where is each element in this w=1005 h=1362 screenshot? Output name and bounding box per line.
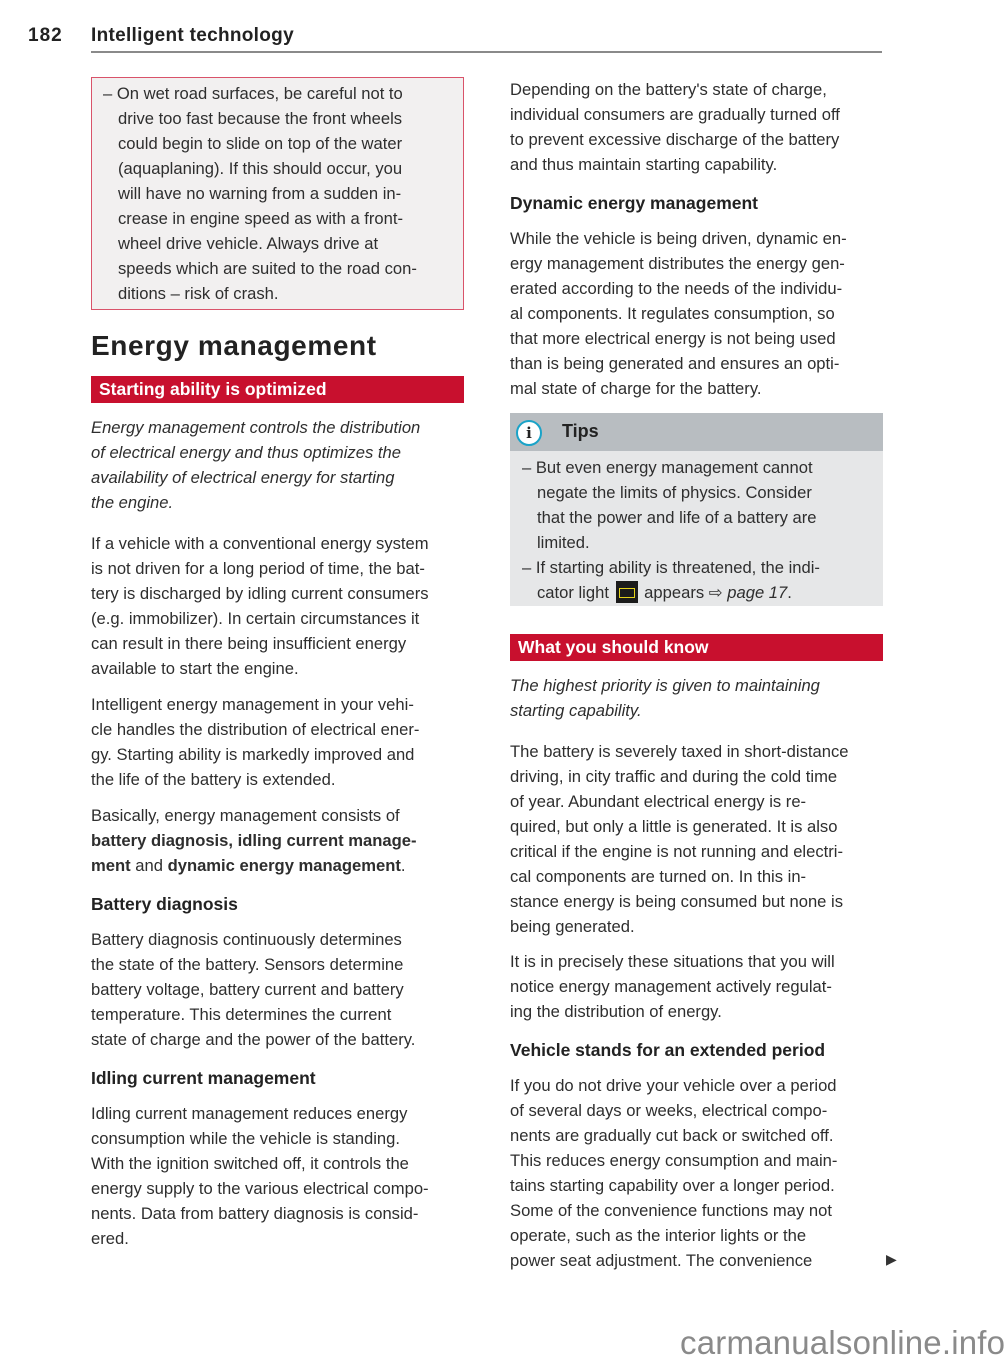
tips-text [522, 455, 820, 605]
text-line: ing the distribution of energy. [510, 1002, 722, 1021]
text-line: tery is discharged by idling current consumers [91, 584, 429, 603]
text-line: availability of electrical energy for starting [91, 468, 395, 487]
text-line: state of charge and the power of the battery. [91, 1030, 416, 1049]
intro-text [91, 415, 420, 515]
text-line: If you do not drive your vehicle over a period [510, 1076, 837, 1095]
text-span: appears ⇨ [639, 583, 728, 602]
paragraph [91, 927, 415, 1052]
text-line: nents are gradually cut back or switched off. [510, 1126, 834, 1145]
text-line: ergy management distributes the energy gen- [510, 254, 845, 273]
text-line: could begin to slide on top of the water [118, 134, 403, 153]
paragraph [510, 77, 840, 177]
text-line: starting capability. [510, 701, 642, 720]
text-line: – If starting ability is threatened, the indi- [522, 558, 820, 577]
text-line [522, 580, 820, 605]
text-line: It is in precisely these situations that you will [510, 952, 835, 971]
info-icon: i [516, 420, 542, 446]
paragraph [91, 803, 416, 878]
text-line: will have no warning from a sudden in- [118, 184, 402, 203]
text-line: nents. Data from battery diagnosis is consid- [91, 1204, 419, 1223]
text-line: of several days or weeks, electrical compo- [510, 1101, 828, 1120]
text-line: This reduces energy consumption and main- [510, 1151, 838, 1170]
text-line: cle handles the distribution of electrical ener- [91, 720, 420, 739]
text-line: Basically, energy management consists of [91, 806, 400, 825]
paragraph [91, 1101, 429, 1251]
paragraph [91, 692, 419, 792]
page-reference-link[interactable]: page 17 [727, 583, 788, 602]
text-line: If a vehicle with a conventional energy system [91, 534, 429, 553]
text-line: negate the limits of physics. Consider [537, 483, 812, 502]
paragraph [510, 1073, 837, 1273]
paragraph [510, 226, 847, 401]
text-line: speeds which are suited to the road con- [118, 259, 417, 278]
text-line: The highest priority is given to maintaining [510, 676, 820, 695]
text-line: critical if the engine is not running and electri- [510, 842, 843, 861]
text-line: battery voltage, battery current and battery [91, 980, 404, 999]
warning-text [103, 81, 417, 306]
text-line: cal components are turned on. In this in- [510, 867, 807, 886]
section-title: Intelligent technology [91, 25, 294, 46]
watermark: carmanualsonline.info [680, 1324, 1005, 1361]
text-line: that more electrical energy is not being used [510, 329, 836, 348]
text-line: the engine. [91, 493, 174, 512]
text-line: crease in engine speed as with a front- [118, 209, 404, 228]
text-line: consumption while the vehicle is standing. [91, 1129, 401, 1148]
text-line: – On wet road surfaces, be careful not to [103, 84, 403, 103]
subheading-idling-current: Idling current management [91, 1068, 316, 1088]
text-line: quired, but only a little is generated. It is also [510, 817, 838, 836]
text-line: al components. It regulates consumption, so [510, 304, 835, 323]
chapter-heading: Energy management [91, 330, 377, 361]
text-line: gy. Starting ability is markedly improved and [91, 745, 415, 764]
bold-text: dynamic energy management [167, 856, 401, 875]
text-line: drive too fast because the front wheels [118, 109, 403, 128]
paragraph [510, 739, 849, 939]
subheading-extended-period: Vehicle stands for an extended period [510, 1040, 826, 1060]
text-line: to prevent excessive discharge of the battery [510, 130, 840, 149]
text-line: limited. [537, 533, 590, 552]
bold-text: ment [91, 856, 131, 875]
text-line: and thus maintain starting capability. [510, 155, 778, 174]
text-line: available to start the engine. [91, 659, 299, 678]
section-bar-starting-ability: Starting ability is optimized [91, 376, 464, 403]
text-line [91, 853, 416, 878]
text-line: Idling current management reduces energy [91, 1104, 408, 1123]
text-line: the state of the battery. Sensors determine [91, 955, 404, 974]
text-line: temperature. This determines the current [91, 1005, 392, 1024]
text-line: (e.g. immobilizer). In certain circumstances it [91, 609, 420, 628]
text-span: . [400, 856, 406, 875]
text-line: driving, in city traffic and during the cold time [510, 767, 838, 786]
text-line: operate, such as the interior lights or the [510, 1226, 807, 1245]
bold-text: battery diagnosis, idling current manage- [91, 831, 417, 850]
text-span: and [130, 856, 168, 875]
text-line: ditions – risk of crash. [118, 284, 279, 303]
paragraph [91, 531, 429, 681]
text-line: Some of the convenience functions may not [510, 1201, 832, 1220]
text-line: is not driven for a long period of time, the bat- [91, 559, 425, 578]
text-line: being generated. [510, 917, 635, 936]
text-line: mal state of charge for the battery. [510, 379, 762, 398]
text-line: of electrical energy and thus optimizes the [91, 443, 401, 462]
text-span: cator light [537, 583, 614, 602]
text-line: With the ignition switched off, it controls the [91, 1154, 409, 1173]
subheading-battery-diagnosis: Battery diagnosis [91, 894, 238, 914]
text-line: tains starting capability over a longer period. [510, 1176, 835, 1195]
section-bar-what-you-should-know: What you should know [510, 634, 883, 661]
text-line: than is being generated and ensures an opti- [510, 354, 840, 373]
text-line: energy supply to the various electrical compo- [91, 1179, 429, 1198]
text-line: Depending on the battery's state of charge, [510, 80, 827, 99]
text-line: While the vehicle is being driven, dynamic en- [510, 229, 847, 248]
text-line: notice energy management actively regulat- [510, 977, 832, 996]
battery-warning-icon [616, 581, 638, 603]
subheading-dynamic-energy: Dynamic energy management [510, 193, 759, 213]
text-line: Battery diagnosis continuously determines [91, 930, 402, 949]
text-line: power seat adjustment. The convenience [510, 1251, 813, 1270]
tips-title: Tips [562, 421, 599, 441]
text-line [91, 828, 416, 853]
text-line: the life of the battery is extended. [91, 770, 336, 789]
text-line: ered. [91, 1229, 129, 1248]
text-line: – But even energy management cannot [522, 458, 813, 477]
text-line: (aquaplaning). If this should occur, you [118, 159, 403, 178]
continued-arrow-icon: ▶ [886, 1251, 897, 1267]
text-line: that the power and life of a battery are [537, 508, 817, 527]
text-line: erated according to the needs of the individu- [510, 279, 843, 298]
text-line: Intelligent energy management in your vehi- [91, 695, 414, 714]
text-line: of year. Abundant electrical energy is re- [510, 792, 807, 811]
paragraph [510, 949, 835, 1024]
text-line: Energy management controls the distribution [91, 418, 421, 437]
text-line: can result in there being insufficient energy [91, 634, 407, 653]
intro-text [510, 673, 820, 723]
header-divider [91, 51, 882, 53]
page-number: 182 [28, 25, 63, 46]
text-span: . [787, 583, 792, 602]
text-line: stance energy is being consumed but none is [510, 892, 844, 911]
text-line: The battery is severely taxed in short-distance [510, 742, 849, 761]
text-line: individual consumers are gradually turned off [510, 105, 840, 124]
text-line: wheel drive vehicle. Always drive at [118, 234, 379, 253]
